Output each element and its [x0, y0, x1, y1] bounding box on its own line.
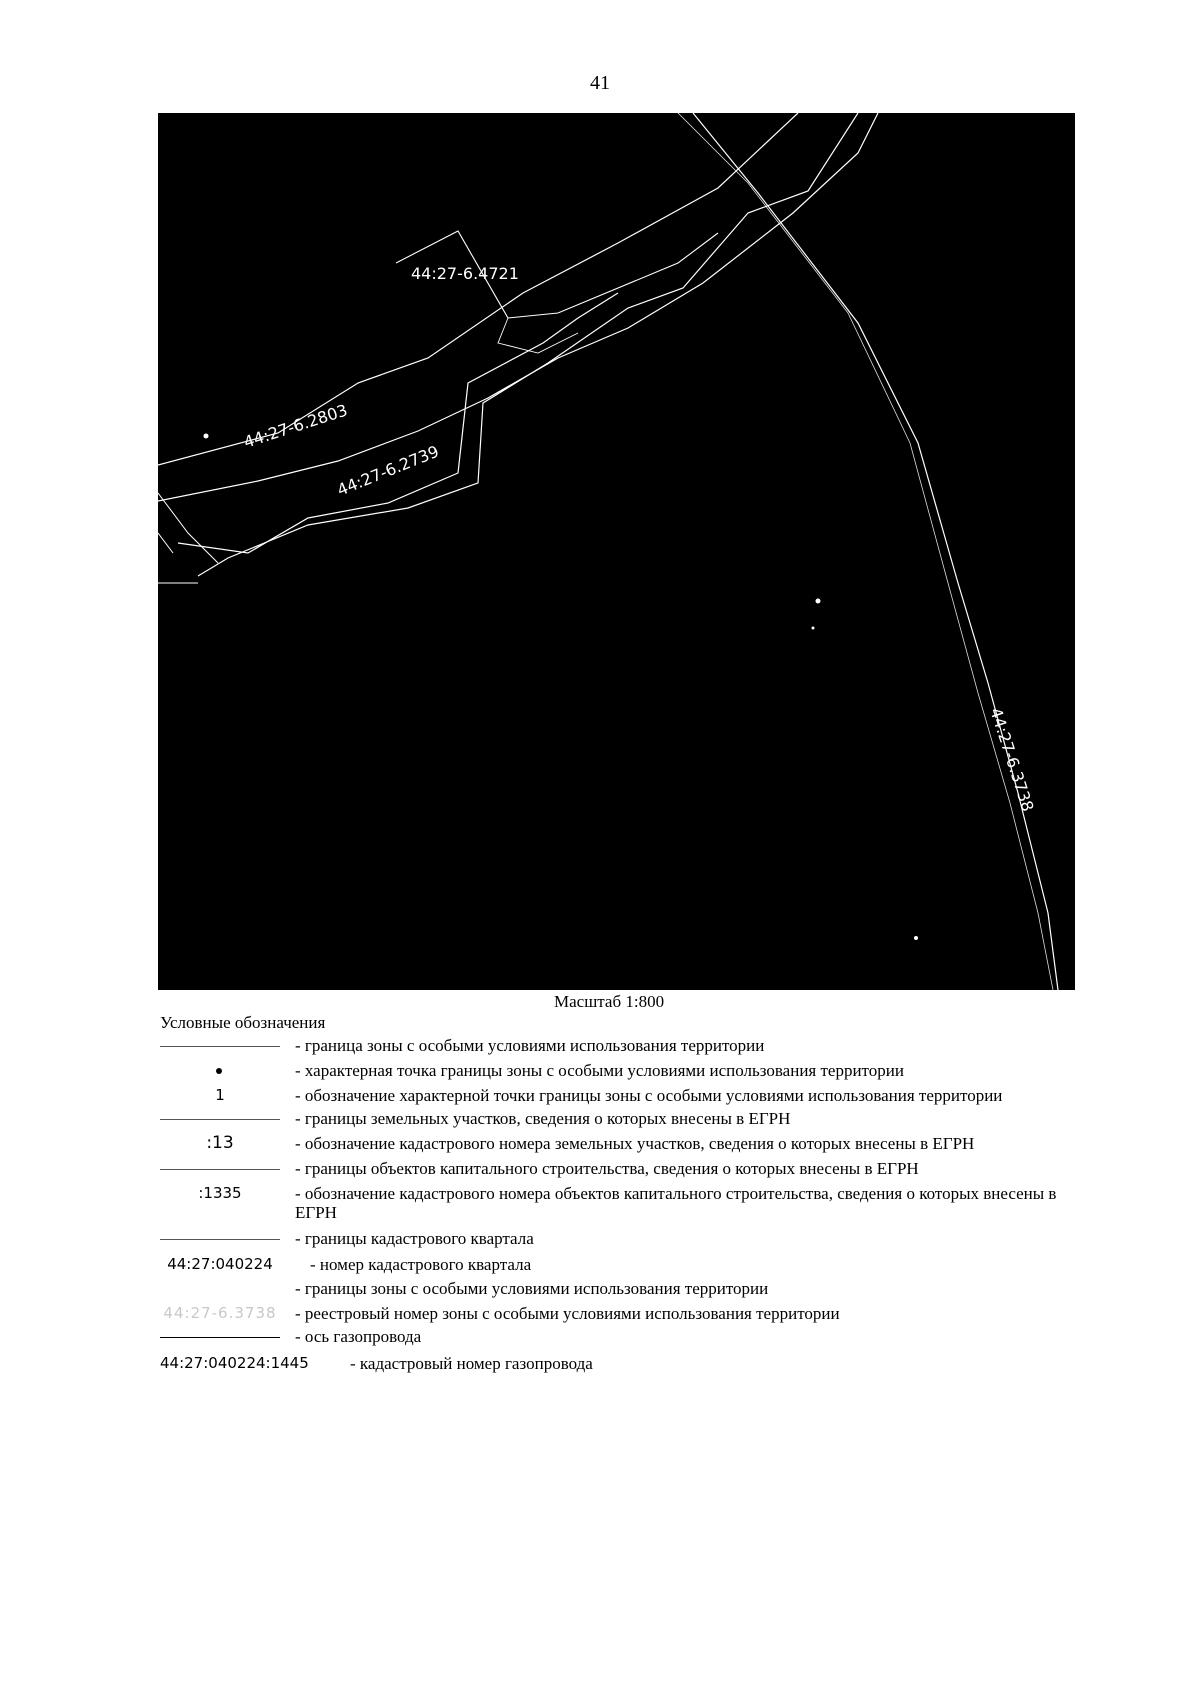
legend-text: - реестровый номер зоны с особыми условиями использования территории [295, 1304, 840, 1323]
label-zone-2739: 44:27-6.2739 [334, 441, 442, 500]
legend-text: - границы кадастрового квартала [295, 1229, 534, 1248]
legend-code-symbol: 1 [215, 1086, 225, 1104]
legend-line-symbol [160, 1327, 280, 1346]
legend-code-symbol: :1335 [198, 1184, 242, 1202]
legend-text: - номер кадастрового квартала [310, 1255, 532, 1274]
map-point [204, 434, 209, 439]
legend-text: - границы земельных участков, сведения о которых внесены в ЕГРН [295, 1109, 791, 1128]
page-number: 41 [590, 72, 610, 94]
legend-text: - характерная точка границы зоны с особыми условиями использования территории [295, 1061, 904, 1080]
legend-line-symbol [160, 1109, 280, 1128]
zone-2803-boundary [158, 113, 798, 465]
map-scale: Масштаб 1:800 [554, 992, 665, 1011]
label-zone-4721: 44:27-6.4721 [411, 264, 519, 283]
parcel-4721-inner [498, 318, 578, 353]
legend-line-symbol [160, 1229, 280, 1248]
legend-line-symbol [160, 1159, 280, 1178]
legend-text: - обозначение кадастрового номера объектов капитального строительства, сведения о которых внесены в ЕГРН [295, 1184, 1057, 1222]
legend-text: - граница зоны с особыми условиями использования территории [295, 1036, 765, 1055]
map-point [914, 936, 918, 940]
legend-code-symbol: :13 [206, 1133, 234, 1153]
map-point [812, 627, 815, 630]
legend-dot-symbol [160, 1061, 280, 1080]
legend-text: - границы объектов капитального строительства, сведения о которых внесены в ЕГРН [295, 1159, 919, 1178]
zone-3738-boundary [678, 113, 1053, 990]
zone-2739-boundary [178, 293, 618, 553]
cadastral-map [158, 113, 1075, 990]
legend-text: - обозначение кадастрового номера земельных участков, сведения о которых внесены в ЕГРН [295, 1134, 975, 1153]
map-canvas [158, 113, 1075, 990]
legend-title: Условные обозначения [160, 1013, 326, 1032]
legend-code-symbol: 44:27:040224:1445 [160, 1354, 309, 1372]
label-zone-3738: 44:27-6.3738 [986, 705, 1038, 814]
zone-2739-boundary-outer [198, 113, 858, 576]
legend-text: - ось газопровода [295, 1327, 422, 1346]
legend-text: - границы зоны с особыми условиями использования территории [295, 1279, 769, 1298]
legend-line-symbol [160, 1036, 280, 1055]
map-point [816, 599, 821, 604]
legend-text: - обозначение характерной точки границы зоны с особыми условиями использования территории [295, 1086, 1003, 1105]
legend-text: - кадастровый номер газопровода [350, 1354, 593, 1373]
pipeline-axis-line [693, 113, 1058, 990]
legend-code-symbol: 44:27:040224 [167, 1255, 273, 1273]
label-zone-2803: 44:27-6.2803 [241, 400, 350, 452]
legend-faint-symbol: 44:27-6.3738 [163, 1304, 277, 1322]
